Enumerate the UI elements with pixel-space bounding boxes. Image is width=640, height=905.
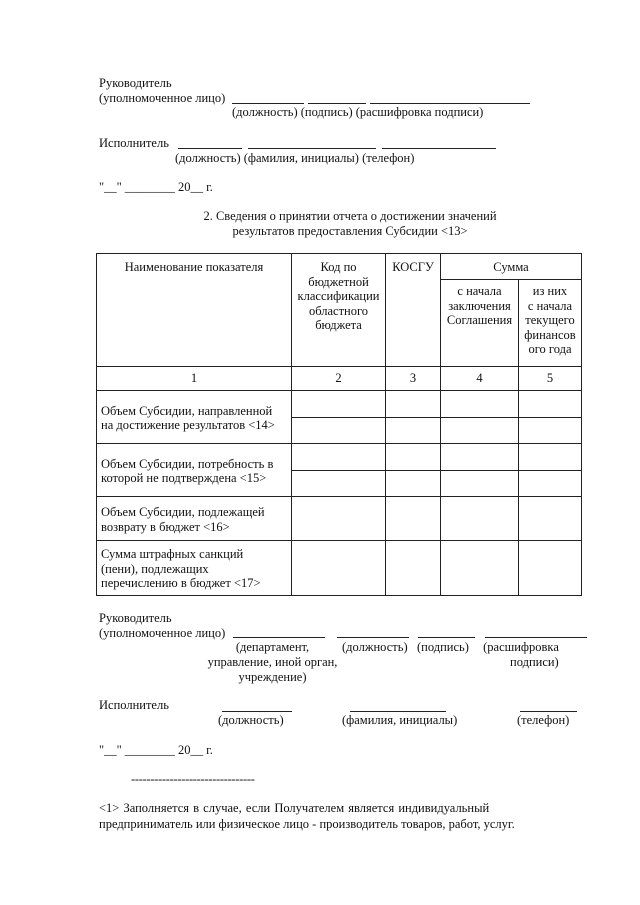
executor-captions: (должность) (фамилия, инициалы) (телефон)	[175, 151, 415, 165]
cell-input[interactable]	[441, 444, 519, 471]
bottom-signature-line[interactable]	[418, 637, 475, 638]
bottom-executor-position-line[interactable]	[222, 711, 292, 712]
cell-input[interactable]	[519, 497, 582, 541]
cell-input[interactable]	[386, 444, 441, 471]
col-number-3: 3	[386, 367, 441, 391]
cell-input[interactable]	[292, 541, 386, 596]
header-sum-current-year: из них с начала текущего финансов ого года	[519, 280, 582, 367]
bottom-head-label: Руководитель	[99, 611, 172, 625]
caption-signature: (подпись)	[417, 640, 469, 654]
position-line[interactable]	[232, 103, 304, 104]
footnote-separator: --------------------------------	[131, 772, 255, 786]
cell-input[interactable]	[441, 541, 519, 596]
cell-input[interactable]	[441, 391, 519, 418]
executor-position-line[interactable]	[178, 148, 242, 149]
header-sum: Сумма	[441, 254, 582, 280]
caption-decoding: (расшифровка	[483, 640, 559, 654]
bottom-caption-position: (должность)	[218, 713, 284, 727]
cell-input[interactable]	[519, 444, 582, 471]
cell-input[interactable]	[292, 391, 386, 418]
signature-line[interactable]	[308, 103, 366, 104]
bottom-position-line[interactable]	[337, 637, 409, 638]
row-label-subsidy-return: Объем Субсидии, подлежащей возврату в бюджет <16>	[97, 497, 292, 541]
cell-input[interactable]	[292, 497, 386, 541]
header-kosgu: КОСГУ	[386, 254, 441, 367]
cell-input[interactable]	[519, 541, 582, 596]
top-signature-captions: (должность) (подпись) (расшифровка подписи)	[232, 105, 484, 119]
section-title-line2: результатов предоставления Субсидии <13>	[232, 224, 468, 238]
cell-input[interactable]	[441, 418, 519, 444]
col-number-1: 1	[97, 367, 292, 391]
header-sum-since-agreement: с начала заключения Соглашения	[441, 280, 519, 367]
bottom-authorized-person-label: (уполномоченное лицо)	[99, 626, 226, 640]
executor-label: Исполнитель	[99, 136, 169, 150]
authorized-person-label: (уполномоченное лицо)	[99, 91, 226, 105]
row-label-subsidy-unconfirmed: Объем Субсидии, потребность в которой не подтверждена <15>	[97, 444, 292, 497]
date-line: "__" ________ 20__ г.	[99, 180, 213, 194]
cell-input[interactable]	[386, 497, 441, 541]
footnote-line1: <1> Заполняется в случае, если Получателем является индивидуальный	[99, 801, 490, 815]
bottom-date-line: "__" ________ 20__ г.	[99, 743, 213, 757]
bottom-executor-label: Исполнитель	[99, 698, 169, 712]
cell-input[interactable]	[292, 471, 386, 497]
bottom-executor-name-line[interactable]	[350, 711, 446, 712]
cell-input[interactable]	[386, 391, 441, 418]
executor-phone-line[interactable]	[382, 148, 496, 149]
col-number-2: 2	[292, 367, 386, 391]
col-number-4: 4	[441, 367, 519, 391]
cell-input[interactable]	[519, 471, 582, 497]
bottom-caption-phone: (телефон)	[517, 713, 570, 727]
header-indicator-name: Наименование показателя	[97, 254, 292, 367]
caption-department: (департамент,	[235, 640, 310, 654]
executor-name-line[interactable]	[248, 148, 376, 149]
cell-input[interactable]	[441, 497, 519, 541]
bottom-caption-name: (фамилия, инициалы)	[342, 713, 458, 727]
caption-position: (должность)	[342, 640, 408, 654]
decoding-line[interactable]	[370, 103, 530, 104]
header-budget-code: Код по бюджетной классификации областного бюджета	[292, 254, 386, 367]
section-title-line1: 2. Сведения о принятии отчета о достижении значений	[203, 209, 497, 223]
cell-input[interactable]	[519, 391, 582, 418]
head-label: Руководитель	[99, 76, 172, 90]
col-number-5: 5	[519, 367, 582, 391]
cell-input[interactable]	[386, 471, 441, 497]
row-label-penalties: Сумма штрафных санкций (пени), подлежащих перечислению в бюджет <17>	[97, 541, 292, 596]
department-line[interactable]	[233, 637, 325, 638]
cell-input[interactable]	[519, 418, 582, 444]
bottom-executor-phone-line[interactable]	[520, 711, 577, 712]
bottom-decoding-line[interactable]	[485, 637, 587, 638]
caption-department-2: управление, иной орган,	[207, 655, 338, 669]
caption-decoding-2: подписи)	[510, 655, 559, 669]
cell-input[interactable]	[386, 418, 441, 444]
report-table	[96, 253, 582, 596]
footnote-line2: предприниматель или физическое лицо - производитель товаров, работ, услуг.	[99, 817, 515, 831]
cell-input[interactable]	[292, 418, 386, 444]
cell-input[interactable]	[292, 444, 386, 471]
cell-input[interactable]	[441, 471, 519, 497]
caption-department-3: учреждение)	[238, 670, 307, 684]
row-label-subsidy-directed: Объем Субсидии, направленной на достижение результатов <14>	[97, 391, 292, 444]
cell-input[interactable]	[386, 541, 441, 596]
